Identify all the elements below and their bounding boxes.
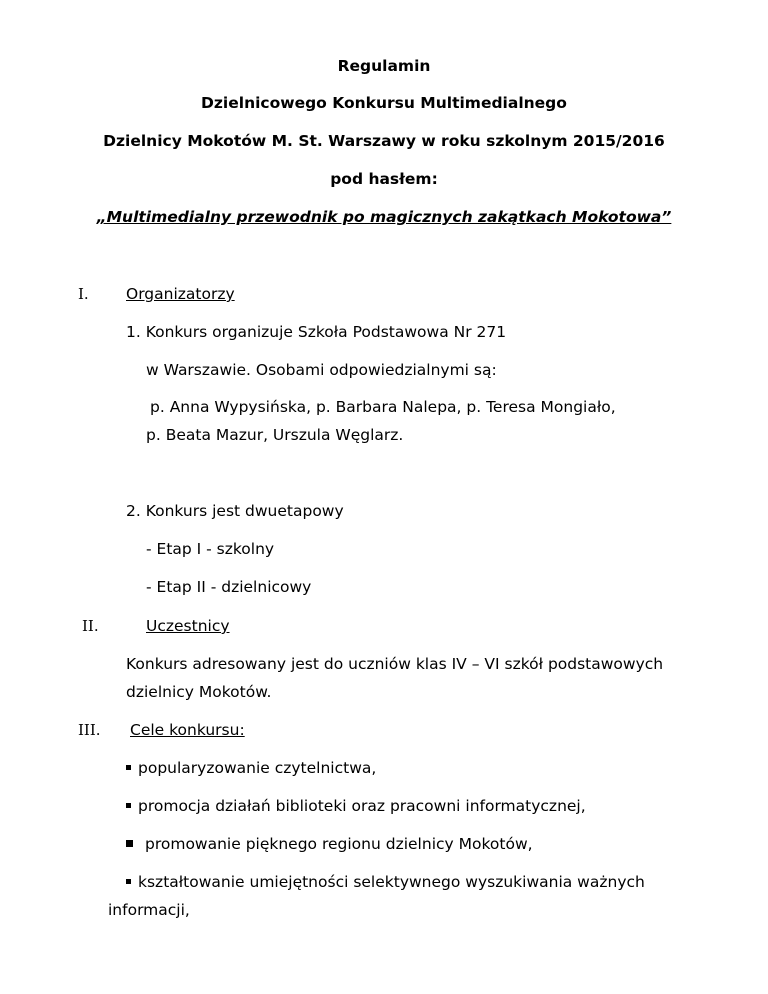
s2-text-line1: Konkurs adresowany jest do uczniów klas IV – VI szkół podstawowych (126, 655, 664, 673)
list-item-text: promowanie pięknego regionu dzielnicy Mokotów, (145, 835, 533, 853)
doc-motto: „Multimedialny przewodnik po magicznych zakątkach Mokotowa” (96, 208, 672, 226)
list-item-text: popularyzowanie czytelnictwa, (138, 759, 377, 777)
s1-stage-2: - Etap II - dzielnicowy (146, 578, 312, 596)
list-item-continuation: informacji, (108, 901, 190, 919)
list-item (126, 796, 586, 816)
s1-item1-line3: p. Anna Wypysińska, p. Barbara Nalepa, p. Teresa Mongiało, (150, 398, 616, 416)
doc-subtitle-3: pod hasłem: (330, 170, 438, 188)
list-item (126, 834, 533, 854)
list-item-text: kształtowanie umiejętności selektywnego wyszukiwania ważnych (138, 873, 645, 891)
section-3-title: Cele konkursu: (130, 721, 245, 739)
s1-item2: 2. Konkurs jest dwuetapowy (126, 502, 344, 520)
section-2-title: Uczestnicy (146, 617, 230, 635)
s1-item1-line1: 1. Konkurs organizuje Szkoła Podstawowa Nr 271 (126, 323, 507, 341)
section-2-numeral: II. (82, 617, 99, 635)
square-bullet-icon (126, 840, 133, 847)
doc-subtitle-1: Dzielnicowego Konkursu Multimedialnego (201, 94, 567, 112)
doc-subtitle-2: Dzielnicy Mokotów M. St. Warszawy w roku szkolnym 2015/2016 (103, 132, 665, 150)
s1-item1-line2: w Warszawie. Osobami odpowiedzialnymi są: (146, 361, 497, 379)
s1-stage-1: - Etap I - szkolny (146, 540, 275, 558)
list-item (126, 758, 376, 778)
list-item-text: promocja działań biblioteki oraz pracowni informatycznej, (138, 797, 586, 815)
s1-item1-line4: p. Beata Mazur, Urszula Węglarz. (146, 426, 404, 444)
square-bullet-icon (126, 803, 131, 808)
square-bullet-icon (126, 765, 131, 770)
section-3-numeral: III. (78, 721, 101, 739)
section-1-title: Organizatorzy (126, 285, 235, 303)
section-1-numeral: I. (78, 285, 89, 303)
s2-text-line2: dzielnicy Mokotów. (126, 683, 272, 701)
list-item (126, 872, 645, 892)
doc-title: Regulamin (337, 57, 431, 75)
square-bullet-icon (126, 879, 131, 884)
